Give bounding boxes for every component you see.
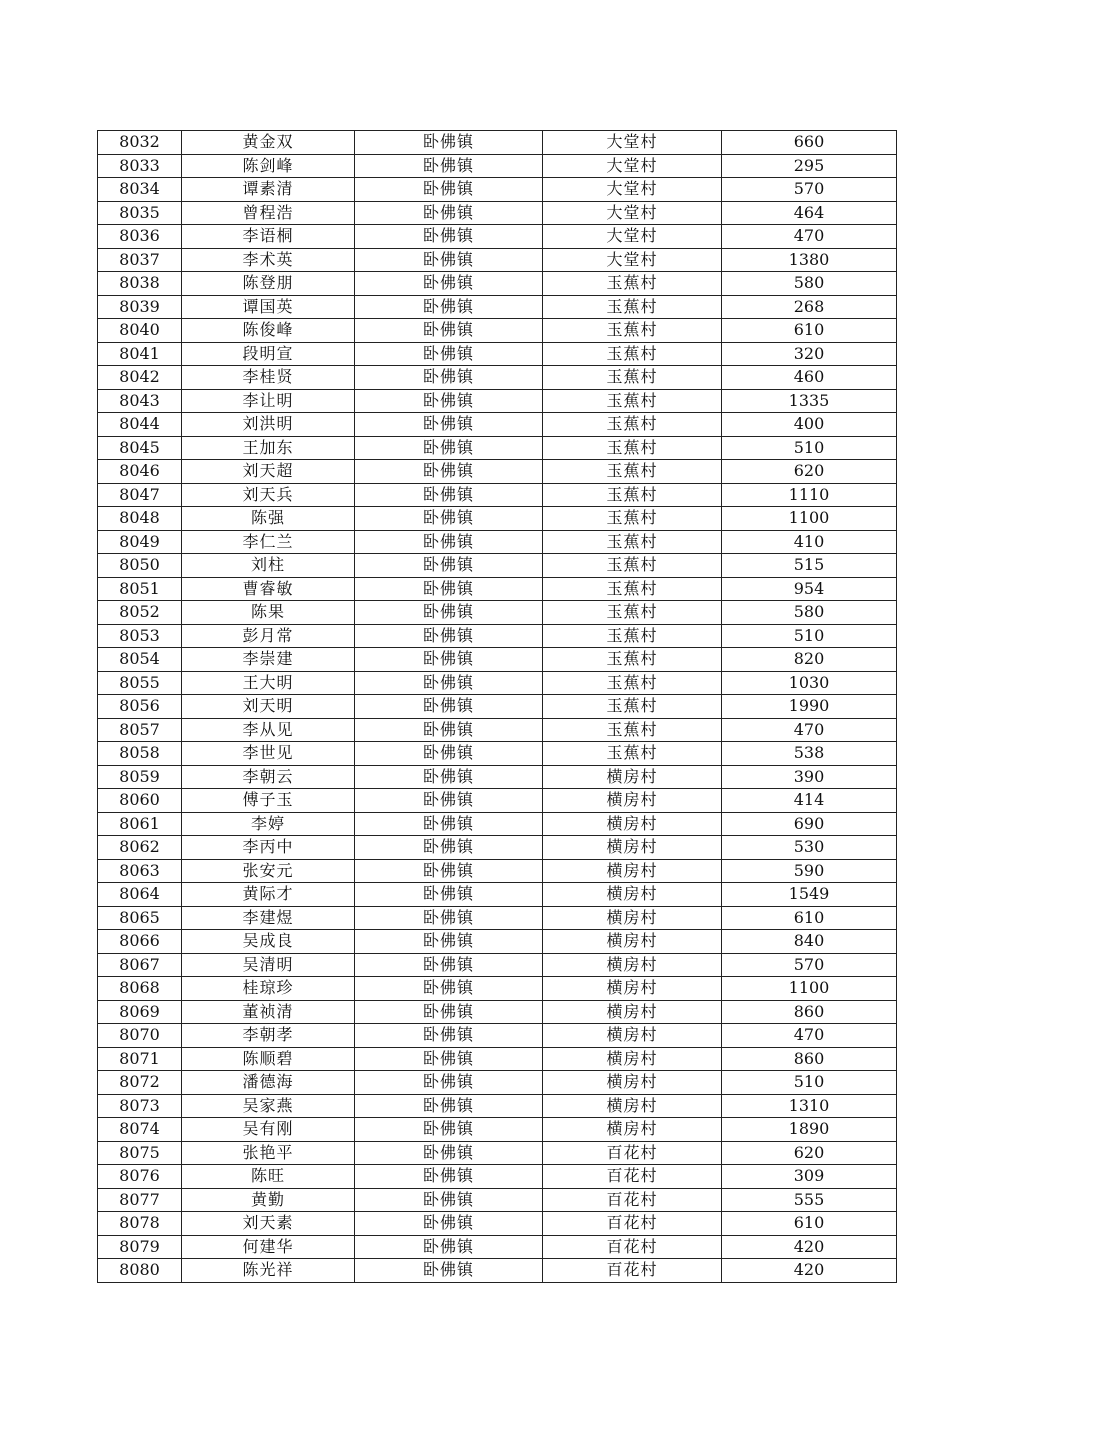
cell-amount: 470 bbox=[722, 1024, 897, 1048]
cell-id: 8037 bbox=[98, 248, 182, 272]
table-row bbox=[98, 648, 897, 672]
cell-village: 玉蕉村 bbox=[543, 507, 722, 531]
table-row bbox=[98, 436, 897, 460]
cell-id: 8040 bbox=[98, 319, 182, 343]
cell-village: 横房村 bbox=[543, 789, 722, 813]
cell-id: 8036 bbox=[98, 225, 182, 249]
cell-village: 玉蕉村 bbox=[543, 671, 722, 695]
cell-amount: 1990 bbox=[722, 695, 897, 719]
cell-town: 卧佛镇 bbox=[355, 225, 543, 249]
cell-town: 卧佛镇 bbox=[355, 1047, 543, 1071]
cell-town: 卧佛镇 bbox=[355, 1071, 543, 1095]
cell-name: 曾程浩 bbox=[182, 201, 355, 225]
cell-id: 8066 bbox=[98, 930, 182, 954]
cell-name: 桂琼珍 bbox=[182, 977, 355, 1001]
cell-town: 卧佛镇 bbox=[355, 530, 543, 554]
table-row bbox=[98, 248, 897, 272]
cell-id: 8035 bbox=[98, 201, 182, 225]
cell-id: 8032 bbox=[98, 131, 182, 155]
cell-name: 刘柱 bbox=[182, 554, 355, 578]
table-row bbox=[98, 671, 897, 695]
cell-id: 8058 bbox=[98, 742, 182, 766]
table-row bbox=[98, 483, 897, 507]
cell-name: 陈旺 bbox=[182, 1165, 355, 1189]
cell-village: 横房村 bbox=[543, 1094, 722, 1118]
cell-name: 黄勤 bbox=[182, 1188, 355, 1212]
table-row bbox=[98, 1188, 897, 1212]
table-row bbox=[98, 601, 897, 625]
cell-id: 8073 bbox=[98, 1094, 182, 1118]
cell-amount: 1110 bbox=[722, 483, 897, 507]
table-row bbox=[98, 1024, 897, 1048]
cell-amount: 309 bbox=[722, 1165, 897, 1189]
cell-village: 玉蕉村 bbox=[543, 389, 722, 413]
cell-village: 玉蕉村 bbox=[543, 695, 722, 719]
cell-amount: 570 bbox=[722, 178, 897, 202]
cell-id: 8046 bbox=[98, 460, 182, 484]
cell-id: 8039 bbox=[98, 295, 182, 319]
cell-village: 百花村 bbox=[543, 1165, 722, 1189]
cell-town: 卧佛镇 bbox=[355, 765, 543, 789]
cell-village: 玉蕉村 bbox=[543, 530, 722, 554]
cell-name: 王加东 bbox=[182, 436, 355, 460]
cell-town: 卧佛镇 bbox=[355, 718, 543, 742]
cell-village: 玉蕉村 bbox=[543, 436, 722, 460]
table-row bbox=[98, 859, 897, 883]
cell-amount: 660 bbox=[722, 131, 897, 155]
cell-id: 8065 bbox=[98, 906, 182, 930]
table-row bbox=[98, 906, 897, 930]
cell-id: 8059 bbox=[98, 765, 182, 789]
cell-name: 谭素清 bbox=[182, 178, 355, 202]
cell-town: 卧佛镇 bbox=[355, 248, 543, 272]
cell-name: 李仁兰 bbox=[182, 530, 355, 554]
cell-amount: 1030 bbox=[722, 671, 897, 695]
cell-amount: 860 bbox=[722, 1000, 897, 1024]
table-row bbox=[98, 1259, 897, 1283]
cell-village: 百花村 bbox=[543, 1188, 722, 1212]
cell-village: 玉蕉村 bbox=[543, 272, 722, 296]
cell-village: 横房村 bbox=[543, 977, 722, 1001]
cell-amount: 610 bbox=[722, 1212, 897, 1236]
cell-town: 卧佛镇 bbox=[355, 201, 543, 225]
cell-amount: 620 bbox=[722, 460, 897, 484]
record-table-body bbox=[98, 131, 897, 1283]
cell-id: 8033 bbox=[98, 154, 182, 178]
cell-id: 8056 bbox=[98, 695, 182, 719]
cell-town: 卧佛镇 bbox=[355, 1094, 543, 1118]
table-row bbox=[98, 930, 897, 954]
cell-id: 8074 bbox=[98, 1118, 182, 1142]
cell-village: 大堂村 bbox=[543, 131, 722, 155]
cell-amount: 295 bbox=[722, 154, 897, 178]
cell-name: 李丙中 bbox=[182, 836, 355, 860]
table-row bbox=[98, 1071, 897, 1095]
cell-town: 卧佛镇 bbox=[355, 178, 543, 202]
cell-id: 8064 bbox=[98, 883, 182, 907]
cell-amount: 580 bbox=[722, 272, 897, 296]
table-row bbox=[98, 1000, 897, 1024]
cell-amount: 510 bbox=[722, 1071, 897, 1095]
cell-town: 卧佛镇 bbox=[355, 977, 543, 1001]
cell-town: 卧佛镇 bbox=[355, 436, 543, 460]
cell-town: 卧佛镇 bbox=[355, 342, 543, 366]
cell-village: 大堂村 bbox=[543, 201, 722, 225]
cell-village: 横房村 bbox=[543, 1071, 722, 1095]
cell-town: 卧佛镇 bbox=[355, 883, 543, 907]
table-row bbox=[98, 789, 897, 813]
table-row bbox=[98, 765, 897, 789]
table-row bbox=[98, 413, 897, 437]
cell-id: 8043 bbox=[98, 389, 182, 413]
table-row bbox=[98, 1212, 897, 1236]
table-row bbox=[98, 295, 897, 319]
cell-town: 卧佛镇 bbox=[355, 906, 543, 930]
cell-amount: 1100 bbox=[722, 977, 897, 1001]
cell-id: 8042 bbox=[98, 366, 182, 390]
cell-town: 卧佛镇 bbox=[355, 366, 543, 390]
cell-village: 玉蕉村 bbox=[543, 460, 722, 484]
cell-id: 8049 bbox=[98, 530, 182, 554]
cell-id: 8041 bbox=[98, 342, 182, 366]
cell-amount: 410 bbox=[722, 530, 897, 554]
cell-village: 横房村 bbox=[543, 883, 722, 907]
cell-name: 李让明 bbox=[182, 389, 355, 413]
cell-amount: 470 bbox=[722, 718, 897, 742]
cell-village: 玉蕉村 bbox=[543, 483, 722, 507]
cell-amount: 510 bbox=[722, 624, 897, 648]
table-row bbox=[98, 319, 897, 343]
cell-town: 卧佛镇 bbox=[355, 272, 543, 296]
cell-amount: 530 bbox=[722, 836, 897, 860]
cell-name: 黄际才 bbox=[182, 883, 355, 907]
cell-id: 8052 bbox=[98, 601, 182, 625]
table-row bbox=[98, 131, 897, 155]
cell-id: 8067 bbox=[98, 953, 182, 977]
cell-village: 玉蕉村 bbox=[543, 366, 722, 390]
cell-id: 8069 bbox=[98, 1000, 182, 1024]
cell-village: 大堂村 bbox=[543, 248, 722, 272]
cell-village: 百花村 bbox=[543, 1259, 722, 1283]
cell-id: 8038 bbox=[98, 272, 182, 296]
cell-name: 吴成良 bbox=[182, 930, 355, 954]
cell-name: 李桂贤 bbox=[182, 366, 355, 390]
cell-village: 玉蕉村 bbox=[543, 554, 722, 578]
cell-name: 谭国英 bbox=[182, 295, 355, 319]
cell-id: 8054 bbox=[98, 648, 182, 672]
cell-id: 8034 bbox=[98, 178, 182, 202]
cell-id: 8063 bbox=[98, 859, 182, 883]
table-row bbox=[98, 1141, 897, 1165]
cell-id: 8050 bbox=[98, 554, 182, 578]
cell-village: 玉蕉村 bbox=[543, 742, 722, 766]
cell-town: 卧佛镇 bbox=[355, 483, 543, 507]
cell-amount: 268 bbox=[722, 295, 897, 319]
cell-id: 8051 bbox=[98, 577, 182, 601]
cell-town: 卧佛镇 bbox=[355, 812, 543, 836]
cell-id: 8079 bbox=[98, 1235, 182, 1259]
cell-id: 8072 bbox=[98, 1071, 182, 1095]
cell-town: 卧佛镇 bbox=[355, 1259, 543, 1283]
cell-amount: 390 bbox=[722, 765, 897, 789]
cell-village: 横房村 bbox=[543, 812, 722, 836]
cell-village: 玉蕉村 bbox=[543, 624, 722, 648]
cell-town: 卧佛镇 bbox=[355, 624, 543, 648]
cell-village: 横房村 bbox=[543, 859, 722, 883]
cell-name: 董祯清 bbox=[182, 1000, 355, 1024]
cell-town: 卧佛镇 bbox=[355, 953, 543, 977]
table-row bbox=[98, 366, 897, 390]
cell-id: 8075 bbox=[98, 1141, 182, 1165]
table-row bbox=[98, 718, 897, 742]
cell-town: 卧佛镇 bbox=[355, 930, 543, 954]
cell-name: 陈俊峰 bbox=[182, 319, 355, 343]
cell-name: 傅子玉 bbox=[182, 789, 355, 813]
table-row bbox=[98, 201, 897, 225]
cell-id: 8048 bbox=[98, 507, 182, 531]
cell-amount: 620 bbox=[722, 1141, 897, 1165]
cell-amount: 1549 bbox=[722, 883, 897, 907]
cell-village: 百花村 bbox=[543, 1235, 722, 1259]
cell-amount: 1310 bbox=[722, 1094, 897, 1118]
cell-amount: 515 bbox=[722, 554, 897, 578]
cell-town: 卧佛镇 bbox=[355, 1212, 543, 1236]
cell-amount: 420 bbox=[722, 1259, 897, 1283]
cell-amount: 400 bbox=[722, 413, 897, 437]
cell-village: 横房村 bbox=[543, 1047, 722, 1071]
table-row bbox=[98, 272, 897, 296]
cell-town: 卧佛镇 bbox=[355, 648, 543, 672]
cell-id: 8076 bbox=[98, 1165, 182, 1189]
cell-name: 李建煜 bbox=[182, 906, 355, 930]
table-row bbox=[98, 977, 897, 1001]
cell-name: 李世见 bbox=[182, 742, 355, 766]
record-table bbox=[97, 130, 897, 1283]
cell-id: 8071 bbox=[98, 1047, 182, 1071]
cell-name: 吴家燕 bbox=[182, 1094, 355, 1118]
cell-name: 王大明 bbox=[182, 671, 355, 695]
cell-town: 卧佛镇 bbox=[355, 601, 543, 625]
cell-amount: 610 bbox=[722, 906, 897, 930]
cell-id: 8045 bbox=[98, 436, 182, 460]
cell-amount: 464 bbox=[722, 201, 897, 225]
table-row bbox=[98, 883, 897, 907]
cell-amount: 820 bbox=[722, 648, 897, 672]
cell-village: 横房村 bbox=[543, 953, 722, 977]
cell-name: 李语桐 bbox=[182, 225, 355, 249]
cell-village: 百花村 bbox=[543, 1141, 722, 1165]
cell-id: 8057 bbox=[98, 718, 182, 742]
cell-amount: 510 bbox=[722, 436, 897, 460]
table-row bbox=[98, 1165, 897, 1189]
cell-amount: 840 bbox=[722, 930, 897, 954]
cell-town: 卧佛镇 bbox=[355, 1235, 543, 1259]
cell-village: 横房村 bbox=[543, 906, 722, 930]
cell-name: 张艳平 bbox=[182, 1141, 355, 1165]
cell-amount: 580 bbox=[722, 601, 897, 625]
cell-village: 玉蕉村 bbox=[543, 295, 722, 319]
table-row bbox=[98, 507, 897, 531]
cell-id: 8077 bbox=[98, 1188, 182, 1212]
cell-id: 8078 bbox=[98, 1212, 182, 1236]
cell-id: 8055 bbox=[98, 671, 182, 695]
cell-name: 何建华 bbox=[182, 1235, 355, 1259]
cell-village: 横房村 bbox=[543, 930, 722, 954]
cell-id: 8044 bbox=[98, 413, 182, 437]
cell-name: 刘天兵 bbox=[182, 483, 355, 507]
table-row bbox=[98, 178, 897, 202]
cell-amount: 555 bbox=[722, 1188, 897, 1212]
cell-name: 吴有刚 bbox=[182, 1118, 355, 1142]
cell-name: 段明宣 bbox=[182, 342, 355, 366]
cell-amount: 1380 bbox=[722, 248, 897, 272]
cell-village: 大堂村 bbox=[543, 178, 722, 202]
table-row bbox=[98, 695, 897, 719]
cell-name: 陈果 bbox=[182, 601, 355, 625]
cell-id: 8061 bbox=[98, 812, 182, 836]
cell-town: 卧佛镇 bbox=[355, 1188, 543, 1212]
cell-id: 8047 bbox=[98, 483, 182, 507]
cell-town: 卧佛镇 bbox=[355, 460, 543, 484]
table-row bbox=[98, 530, 897, 554]
cell-name: 刘天明 bbox=[182, 695, 355, 719]
cell-name: 黄金双 bbox=[182, 131, 355, 155]
cell-town: 卧佛镇 bbox=[355, 1141, 543, 1165]
cell-name: 李婷 bbox=[182, 812, 355, 836]
cell-town: 卧佛镇 bbox=[355, 789, 543, 813]
cell-town: 卧佛镇 bbox=[355, 1000, 543, 1024]
table-row bbox=[98, 836, 897, 860]
table-row bbox=[98, 1094, 897, 1118]
table-row bbox=[98, 953, 897, 977]
cell-amount: 1335 bbox=[722, 389, 897, 413]
cell-id: 8080 bbox=[98, 1259, 182, 1283]
table-row bbox=[98, 1047, 897, 1071]
table-row bbox=[98, 460, 897, 484]
cell-amount: 414 bbox=[722, 789, 897, 813]
cell-name: 李从见 bbox=[182, 718, 355, 742]
cell-town: 卧佛镇 bbox=[355, 1165, 543, 1189]
cell-name: 李崇建 bbox=[182, 648, 355, 672]
cell-village: 玉蕉村 bbox=[543, 718, 722, 742]
cell-village: 横房村 bbox=[543, 765, 722, 789]
cell-amount: 420 bbox=[722, 1235, 897, 1259]
cell-name: 陈顺碧 bbox=[182, 1047, 355, 1071]
cell-village: 横房村 bbox=[543, 1000, 722, 1024]
cell-amount: 460 bbox=[722, 366, 897, 390]
cell-amount: 1890 bbox=[722, 1118, 897, 1142]
cell-town: 卧佛镇 bbox=[355, 859, 543, 883]
cell-name: 刘天素 bbox=[182, 1212, 355, 1236]
cell-village: 大堂村 bbox=[543, 225, 722, 249]
table-row bbox=[98, 1235, 897, 1259]
cell-name: 李朝孝 bbox=[182, 1024, 355, 1048]
cell-village: 横房村 bbox=[543, 1024, 722, 1048]
table-row bbox=[98, 577, 897, 601]
table-row bbox=[98, 624, 897, 648]
cell-town: 卧佛镇 bbox=[355, 507, 543, 531]
cell-village: 百花村 bbox=[543, 1212, 722, 1236]
cell-amount: 690 bbox=[722, 812, 897, 836]
cell-amount: 954 bbox=[722, 577, 897, 601]
cell-name: 曹睿敏 bbox=[182, 577, 355, 601]
cell-name: 陈强 bbox=[182, 507, 355, 531]
cell-id: 8062 bbox=[98, 836, 182, 860]
table-row bbox=[98, 554, 897, 578]
cell-amount: 570 bbox=[722, 953, 897, 977]
cell-name: 刘天超 bbox=[182, 460, 355, 484]
cell-name: 彭月常 bbox=[182, 624, 355, 648]
cell-town: 卧佛镇 bbox=[355, 413, 543, 437]
cell-town: 卧佛镇 bbox=[355, 577, 543, 601]
table-row bbox=[98, 1118, 897, 1142]
cell-amount: 590 bbox=[722, 859, 897, 883]
table-row bbox=[98, 225, 897, 249]
cell-name: 吴清明 bbox=[182, 953, 355, 977]
cell-town: 卧佛镇 bbox=[355, 695, 543, 719]
cell-name: 张安元 bbox=[182, 859, 355, 883]
table-row bbox=[98, 154, 897, 178]
cell-village: 大堂村 bbox=[543, 154, 722, 178]
cell-town: 卧佛镇 bbox=[355, 554, 543, 578]
cell-village: 横房村 bbox=[543, 1118, 722, 1142]
cell-amount: 860 bbox=[722, 1047, 897, 1071]
cell-village: 玉蕉村 bbox=[543, 413, 722, 437]
cell-id: 8070 bbox=[98, 1024, 182, 1048]
cell-town: 卧佛镇 bbox=[355, 319, 543, 343]
table-row bbox=[98, 742, 897, 766]
cell-village: 横房村 bbox=[543, 836, 722, 860]
cell-village: 玉蕉村 bbox=[543, 577, 722, 601]
cell-name: 刘洪明 bbox=[182, 413, 355, 437]
cell-town: 卧佛镇 bbox=[355, 1024, 543, 1048]
cell-town: 卧佛镇 bbox=[355, 671, 543, 695]
cell-amount: 610 bbox=[722, 319, 897, 343]
cell-amount: 1100 bbox=[722, 507, 897, 531]
cell-village: 玉蕉村 bbox=[543, 648, 722, 672]
cell-name: 陈登朋 bbox=[182, 272, 355, 296]
cell-amount: 470 bbox=[722, 225, 897, 249]
cell-name: 李术英 bbox=[182, 248, 355, 272]
cell-name: 陈光祥 bbox=[182, 1259, 355, 1283]
cell-village: 玉蕉村 bbox=[543, 319, 722, 343]
cell-amount: 320 bbox=[722, 342, 897, 366]
cell-town: 卧佛镇 bbox=[355, 742, 543, 766]
cell-town: 卧佛镇 bbox=[355, 131, 543, 155]
cell-amount: 538 bbox=[722, 742, 897, 766]
cell-id: 8060 bbox=[98, 789, 182, 813]
cell-town: 卧佛镇 bbox=[355, 1118, 543, 1142]
cell-village: 玉蕉村 bbox=[543, 601, 722, 625]
cell-id: 8068 bbox=[98, 977, 182, 1001]
cell-town: 卧佛镇 bbox=[355, 389, 543, 413]
cell-name: 李朝云 bbox=[182, 765, 355, 789]
table-row bbox=[98, 812, 897, 836]
cell-name: 陈剑峰 bbox=[182, 154, 355, 178]
cell-town: 卧佛镇 bbox=[355, 295, 543, 319]
table-row bbox=[98, 342, 897, 366]
cell-village: 玉蕉村 bbox=[543, 342, 722, 366]
cell-town: 卧佛镇 bbox=[355, 154, 543, 178]
cell-town: 卧佛镇 bbox=[355, 836, 543, 860]
cell-name: 潘德海 bbox=[182, 1071, 355, 1095]
cell-id: 8053 bbox=[98, 624, 182, 648]
table-row bbox=[98, 389, 897, 413]
